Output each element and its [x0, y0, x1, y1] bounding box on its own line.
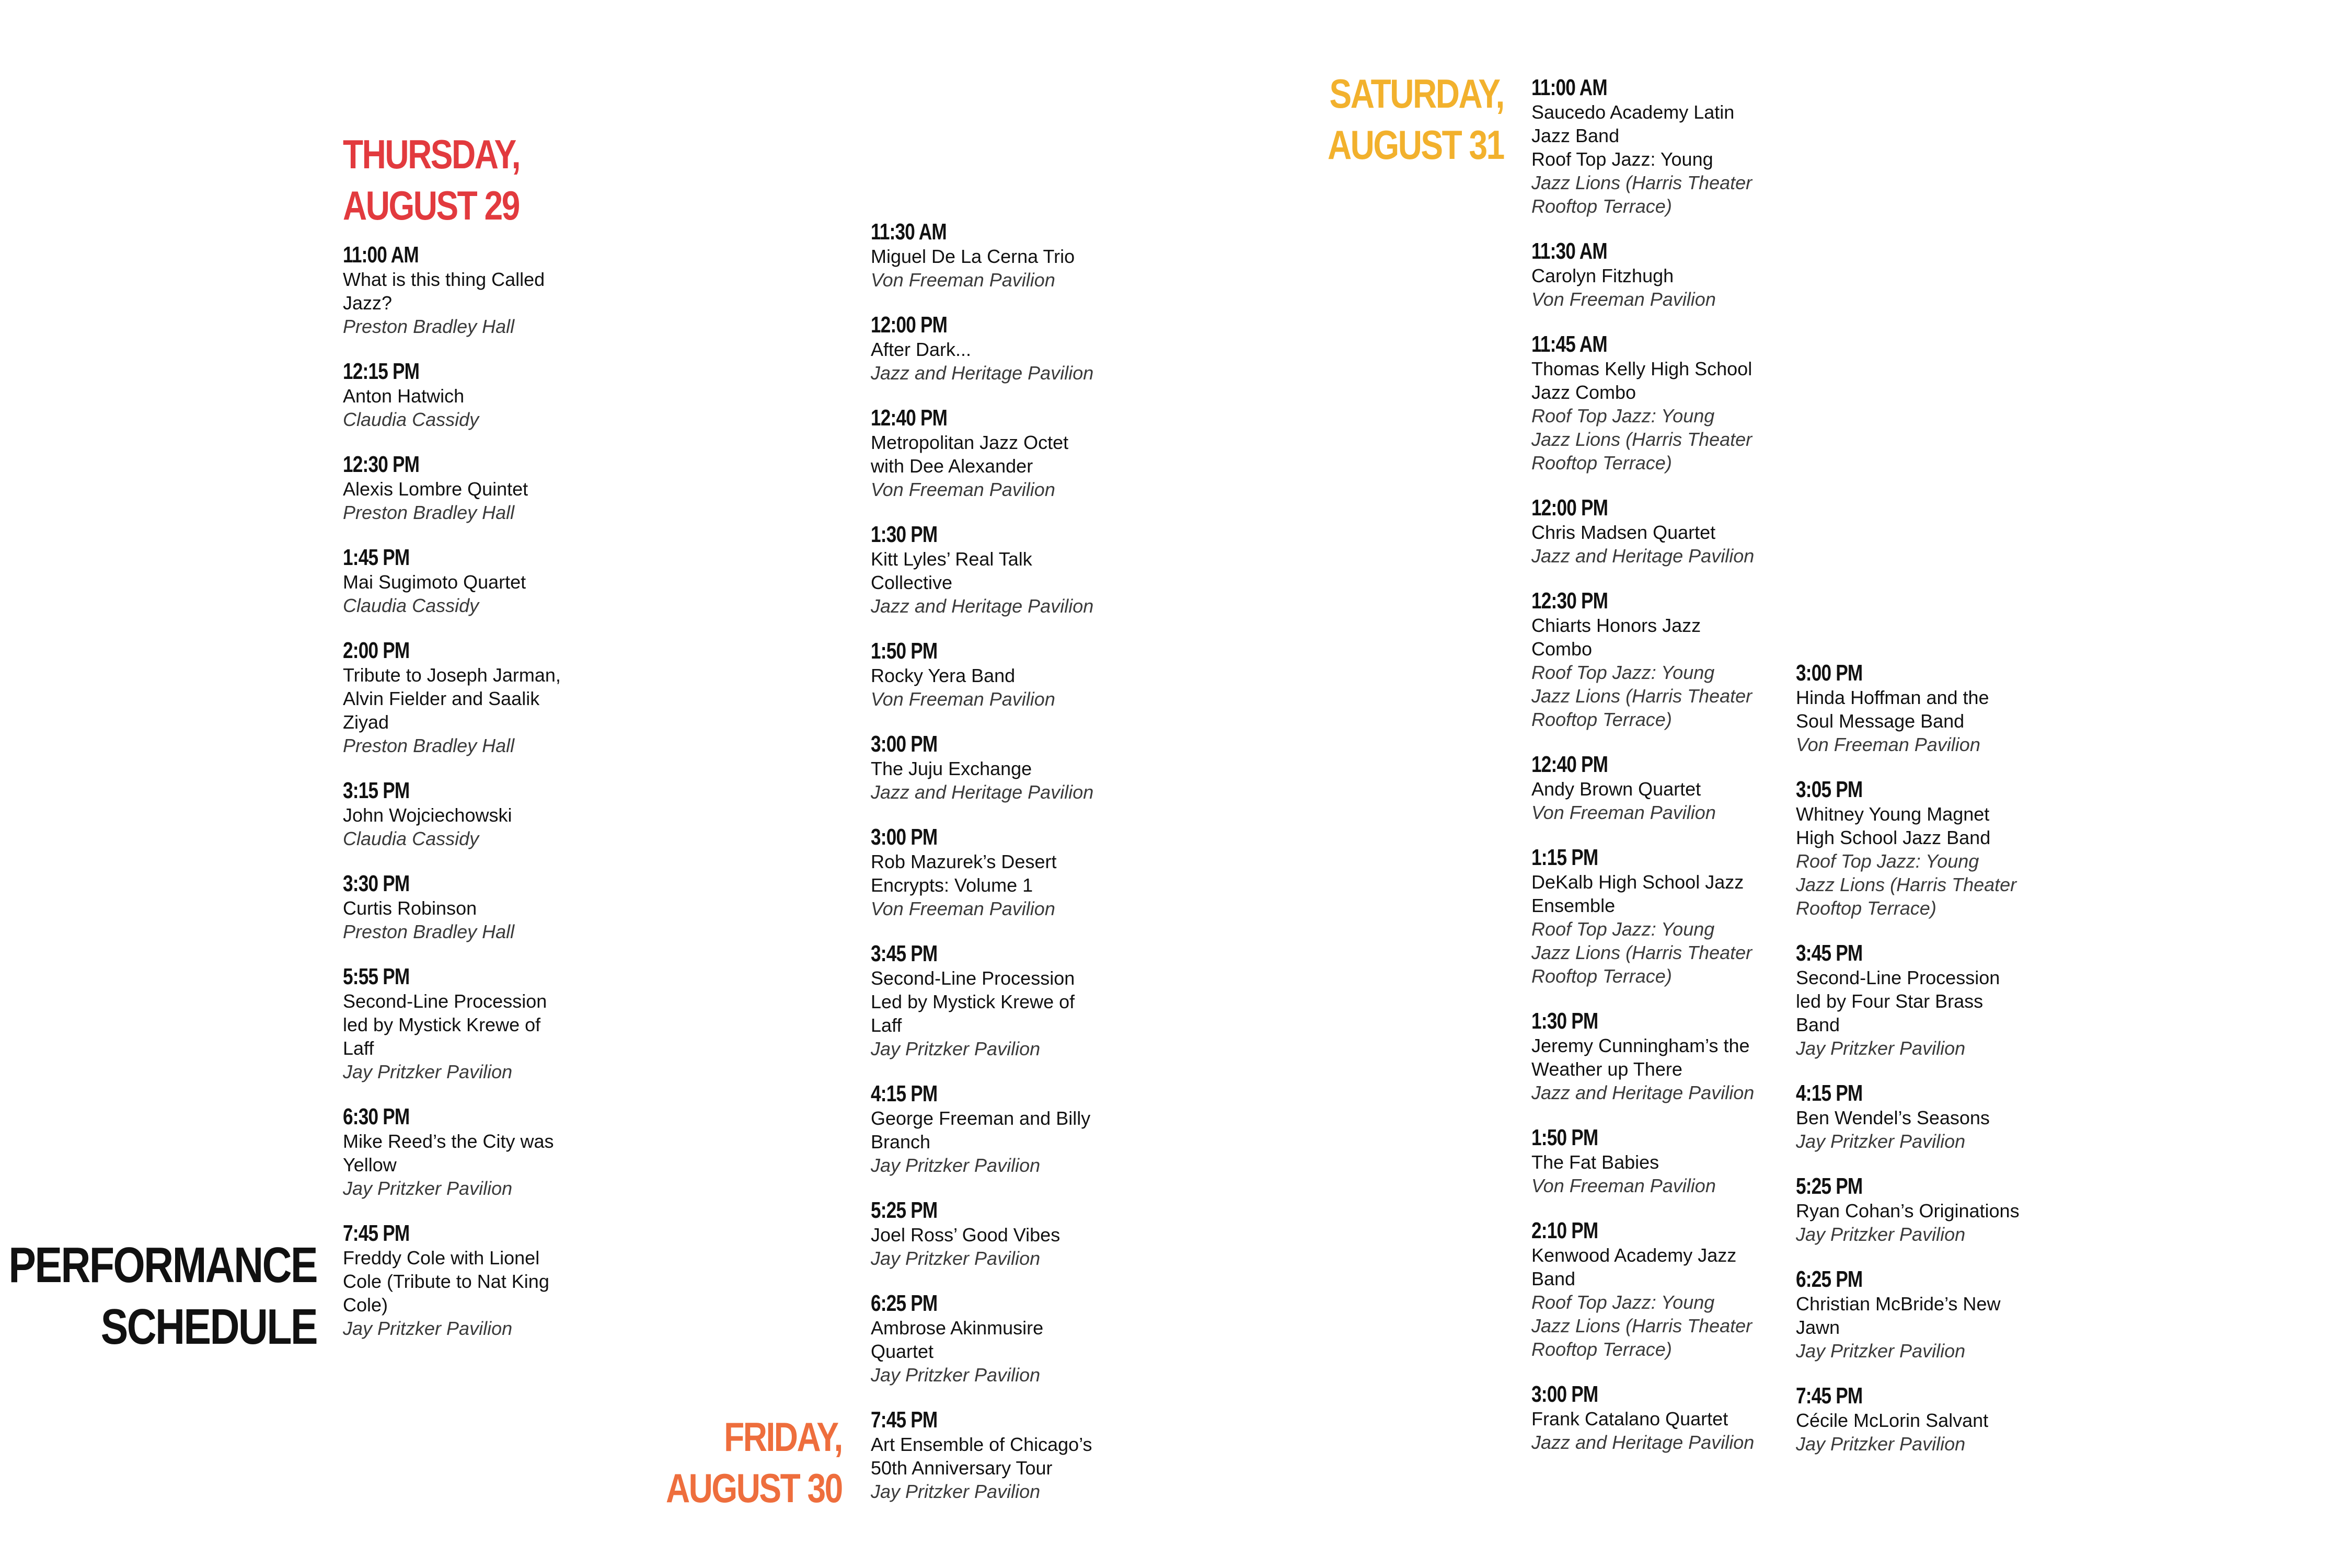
event-time: 3:00 PM: [871, 731, 938, 757]
event-venue: Jay Pritzker Pavilion: [1796, 1224, 1966, 1245]
event-performer: Miguel De La Cerna Trio: [871, 246, 1075, 267]
event-performer: John Wojciechowski: [343, 804, 512, 826]
schedule-event: [1531, 1381, 1782, 1454]
schedule-event: [343, 637, 594, 757]
event-performer: Ben Wendel’s Seasons: [1796, 1107, 1990, 1128]
schedule-event: [1531, 494, 1782, 568]
event-time: 3:45 PM: [1796, 940, 1863, 966]
event-venue: Jay Pritzker Pavilion: [871, 1038, 1041, 1059]
schedule-event: [1796, 776, 2047, 920]
event-time: 7:45 PM: [343, 1220, 410, 1246]
event-venue: Preston Bradley Hall: [343, 316, 515, 337]
schedule-event: [1796, 1080, 2047, 1153]
event-time: 3:45 PM: [871, 941, 938, 966]
event-venue: Von Freeman Pavilion: [871, 898, 1055, 919]
schedule-event: [1796, 940, 2047, 1060]
event-time: 3:00 PM: [1531, 1381, 1598, 1407]
event-time: 5:25 PM: [1796, 1173, 1863, 1199]
event-performer: The Juju Exchange: [871, 758, 1032, 779]
event-time: 1:15 PM: [1531, 845, 1598, 870]
page-title-line2: SCHEDULE: [100, 1299, 317, 1355]
event-time: 5:25 PM: [871, 1197, 938, 1223]
schedule-event: [343, 358, 594, 431]
event-performer: Freddy Cole with Lionel Cole (Tribute to Nat King Cole): [343, 1247, 549, 1316]
event-venue: Jay Pritzker Pavilion: [871, 1155, 1041, 1176]
event-performer: Whitney Young Magnet High School Jazz Band: [1796, 803, 1991, 848]
event-venue: Jay Pritzker Pavilion: [871, 1481, 1041, 1502]
event-performer: Art Ensemble of Chicago’s 50th Anniversary Tour: [871, 1434, 1092, 1479]
schedule-event: [871, 405, 1122, 501]
event-time: 3:00 PM: [1796, 660, 1863, 686]
schedule-event: [871, 940, 1122, 1060]
event-time: 11:00 AM: [1531, 75, 1607, 100]
event-performer: Saucedo Academy Latin Jazz Band Roof Top Jazz: Young: [1531, 101, 1735, 170]
event-time: 1:50 PM: [871, 638, 938, 664]
friday-schedule: [871, 218, 1122, 1523]
event-time: 11:30 AM: [1531, 238, 1607, 264]
event-performer: George Freeman and Billy Branch: [871, 1108, 1091, 1152]
thursday-heading-line2: AUGUST 29: [343, 182, 519, 228]
event-venue: Jazz and Heritage Pavilion: [871, 595, 1094, 617]
event-performer: Mai Sugimoto Quartet: [343, 571, 526, 593]
event-venue: Preston Bradley Hall: [343, 502, 515, 523]
schedule-event: [1531, 587, 1782, 731]
schedule-event: [1531, 751, 1782, 824]
schedule-event: [871, 218, 1122, 292]
event-performer: Mike Reed’s the City was Yellow: [343, 1131, 554, 1175]
event-venue: Jay Pritzker Pavilion: [871, 1364, 1041, 1386]
event-time: 12:00 PM: [871, 312, 948, 338]
event-performer: After Dark...: [871, 339, 972, 360]
thursday-heading: [343, 129, 520, 231]
schedule-event: [343, 1220, 594, 1340]
schedule-event: [1796, 660, 2047, 756]
schedule-event: [1531, 238, 1782, 311]
event-venue: Jay Pritzker Pavilion: [1796, 1037, 1966, 1059]
schedule-event: [1531, 74, 1782, 218]
schedule-event: [871, 824, 1122, 920]
event-performer: Kenwood Academy Jazz Band: [1531, 1244, 1737, 1289]
event-venue: Preston Bradley Hall: [343, 735, 515, 756]
event-time: 12:40 PM: [871, 405, 948, 431]
friday-heading-line1: FRIDAY,: [724, 1414, 842, 1460]
event-performer: Rob Mazurek’s Desert Encrypts: Volume 1: [871, 851, 1057, 896]
event-time: 5:55 PM: [343, 964, 410, 989]
event-venue: Von Freeman Pavilion: [1796, 734, 1980, 755]
schedule-event: [1531, 1124, 1782, 1197]
thursday-schedule: [343, 241, 594, 1360]
event-time: 2:10 PM: [1531, 1218, 1598, 1243]
event-performer: Chiarts Honors Jazz Combo: [1531, 615, 1701, 660]
event-venue: Jay Pritzker Pavilion: [1796, 1340, 1966, 1362]
event-time: 11:45 AM: [1531, 331, 1607, 357]
event-venue: Jazz and Heritage Pavilion: [1531, 1082, 1755, 1103]
schedule-event: [871, 731, 1122, 804]
schedule-event: [871, 521, 1122, 618]
schedule-event: [343, 451, 594, 524]
event-time: 3:05 PM: [1796, 777, 1863, 802]
event-performer: Ambrose Akinmusire Quartet: [871, 1317, 1044, 1362]
saturday-schedule-col2: [1796, 660, 2047, 1475]
schedule-event: [1796, 1266, 2047, 1363]
event-time: 6:30 PM: [343, 1104, 410, 1129]
event-time: 12:00 PM: [1531, 495, 1608, 521]
event-venue: Claudia Cassidy: [343, 828, 479, 849]
event-performer: Second-Line Procession led by Mystick Krewe of Laff: [343, 990, 547, 1059]
event-performer: Second-Line Procession Led by Mystick Krewe of Laff: [871, 967, 1075, 1036]
event-performer: Tribute to Joseph Jarman, Alvin Fielder and Saalik Ziyad: [343, 664, 561, 733]
schedule-event: [871, 1197, 1122, 1270]
schedule-event: [343, 241, 594, 338]
event-time: 11:00 AM: [343, 242, 419, 268]
event-venue: Von Freeman Pavilion: [871, 479, 1055, 500]
event-venue: Jay Pritzker Pavilion: [871, 1248, 1041, 1269]
event-performer: Kitt Lyles’ Real Talk Collective: [871, 548, 1032, 593]
event-venue: Von Freeman Pavilion: [871, 688, 1055, 710]
page-title-line1: PERFORMANCE: [8, 1237, 317, 1293]
event-venue: Roof Top Jazz: Young Jazz Lions (Harris Theater Rooftop Terrace): [1531, 405, 1753, 474]
event-time: 12:15 PM: [343, 359, 420, 384]
schedule-event: [343, 777, 594, 850]
event-venue: Von Freeman Pavilion: [1531, 289, 1716, 310]
schedule-event: [871, 1406, 1122, 1503]
event-time: 12:40 PM: [1531, 752, 1608, 777]
schedule-event: [871, 1290, 1122, 1387]
event-performer: What is this thing Called Jazz?: [343, 269, 545, 314]
thursday-heading-line1: THURSDAY,: [343, 131, 520, 177]
event-performer: Andy Brown Quartet: [1531, 778, 1701, 800]
event-performer: The Fat Babies: [1531, 1151, 1659, 1173]
event-time: 3:30 PM: [343, 871, 410, 896]
event-venue: Roof Top Jazz: Young Jazz Lions (Harris Theater Rooftop Terrace): [1531, 918, 1753, 987]
saturday-schedule-col1: [1531, 74, 1782, 1474]
event-performer: Ryan Cohan’s Originations: [1796, 1200, 2020, 1221]
event-venue: Jazz and Heritage Pavilion: [1531, 1432, 1755, 1453]
event-venue: Jay Pritzker Pavilion: [343, 1178, 513, 1199]
event-venue: Claudia Cassidy: [343, 409, 479, 430]
event-performer: Hinda Hoffman and the Soul Message Band: [1796, 687, 1989, 732]
event-performer: Carolyn Fitzhugh: [1531, 265, 1674, 286]
event-venue: Jazz Lions (Harris Theater Rooftop Terrace): [1531, 172, 1753, 217]
event-performer: Thomas Kelly High School Jazz Combo: [1531, 358, 1753, 403]
schedule-event: [343, 1103, 594, 1200]
event-time: 6:25 PM: [1796, 1266, 1863, 1292]
event-performer: Cécile McLorin Salvant: [1796, 1410, 1989, 1431]
event-time: 1:30 PM: [1531, 1008, 1598, 1034]
event-time: 1:30 PM: [871, 522, 938, 547]
event-performer: DeKalb High School Jazz Ensemble: [1531, 871, 1744, 916]
schedule-event: [871, 638, 1122, 711]
schedule-event: [1796, 1173, 2047, 1246]
schedule-event: [1531, 331, 1782, 475]
schedule-event: [871, 1080, 1122, 1177]
event-venue: Von Freeman Pavilion: [871, 269, 1055, 291]
saturday-heading-line1: SATURDAY,: [1329, 71, 1504, 117]
event-venue: Preston Bradley Hall: [343, 921, 515, 942]
schedule-event: [343, 870, 594, 943]
event-time: 12:30 PM: [1531, 588, 1608, 614]
event-venue: Jay Pritzker Pavilion: [343, 1318, 513, 1339]
event-performer: Alexis Lombre Quintet: [343, 478, 528, 500]
schedule-event: [1531, 1008, 1782, 1104]
schedule-event: [871, 312, 1122, 385]
event-venue: Claudia Cassidy: [343, 595, 479, 616]
event-performer: Rocky Yera Band: [871, 665, 1016, 686]
schedule-event: [1796, 1382, 2047, 1456]
event-time: 11:30 AM: [871, 219, 947, 245]
event-time: 1:50 PM: [1531, 1125, 1598, 1150]
page-title: [8, 1235, 317, 1358]
event-performer: Metropolitan Jazz Octet with Dee Alexander: [871, 432, 1069, 477]
schedule-event: [343, 963, 594, 1083]
event-time: 6:25 PM: [871, 1290, 938, 1316]
event-time: 1:45 PM: [343, 545, 410, 570]
event-time: 4:15 PM: [871, 1081, 938, 1106]
event-performer: Jeremy Cunningham’s the Weather up There: [1531, 1035, 1750, 1080]
event-time: 4:15 PM: [1796, 1080, 1863, 1106]
schedule-event: [1531, 1217, 1782, 1361]
event-venue: Roof Top Jazz: Young Jazz Lions (Harris Theater Rooftop Terrace): [1531, 662, 1753, 730]
event-performer: Joel Ross’ Good Vibes: [871, 1224, 1060, 1246]
event-time: 3:00 PM: [871, 824, 938, 850]
event-venue: Von Freeman Pavilion: [1531, 1175, 1716, 1196]
event-performer: Chris Madsen Quartet: [1531, 522, 1716, 543]
friday-heading: [666, 1411, 842, 1514]
event-performer: Frank Catalano Quartet: [1531, 1408, 1728, 1429]
schedule-event: [1531, 844, 1782, 988]
event-time: 7:45 PM: [1796, 1383, 1863, 1409]
event-venue: Jazz and Heritage Pavilion: [1531, 545, 1755, 567]
event-venue: Roof Top Jazz: Young Jazz Lions (Harris Theater Rooftop Terrace): [1796, 850, 2017, 919]
event-time: 7:45 PM: [871, 1407, 938, 1433]
event-time: 3:15 PM: [343, 778, 410, 803]
event-venue: Roof Top Jazz: Young Jazz Lions (Harris Theater Rooftop Terrace): [1531, 1292, 1753, 1360]
event-performer: Christian McBride’s New Jawn: [1796, 1293, 2001, 1338]
event-time: 12:30 PM: [343, 452, 420, 477]
event-venue: Jay Pritzker Pavilion: [343, 1061, 513, 1082]
event-venue: Jazz and Heritage Pavilion: [871, 362, 1094, 384]
friday-heading-line2: AUGUST 30: [666, 1465, 842, 1511]
schedule-event: [343, 544, 594, 617]
saturday-heading: [1328, 68, 1504, 170]
event-performer: Curtis Robinson: [343, 897, 477, 919]
event-venue: Jazz and Heritage Pavilion: [871, 781, 1094, 803]
event-venue: Jay Pritzker Pavilion: [1796, 1131, 1966, 1152]
event-time: 2:00 PM: [343, 638, 410, 663]
saturday-heading-line2: AUGUST 31: [1328, 122, 1504, 168]
event-performer: Anton Hatwich: [343, 385, 465, 407]
event-performer: Second-Line Procession led by Four Star Brass Band: [1796, 967, 2000, 1035]
event-venue: Jay Pritzker Pavilion: [1796, 1433, 1966, 1455]
event-venue: Von Freeman Pavilion: [1531, 802, 1716, 823]
